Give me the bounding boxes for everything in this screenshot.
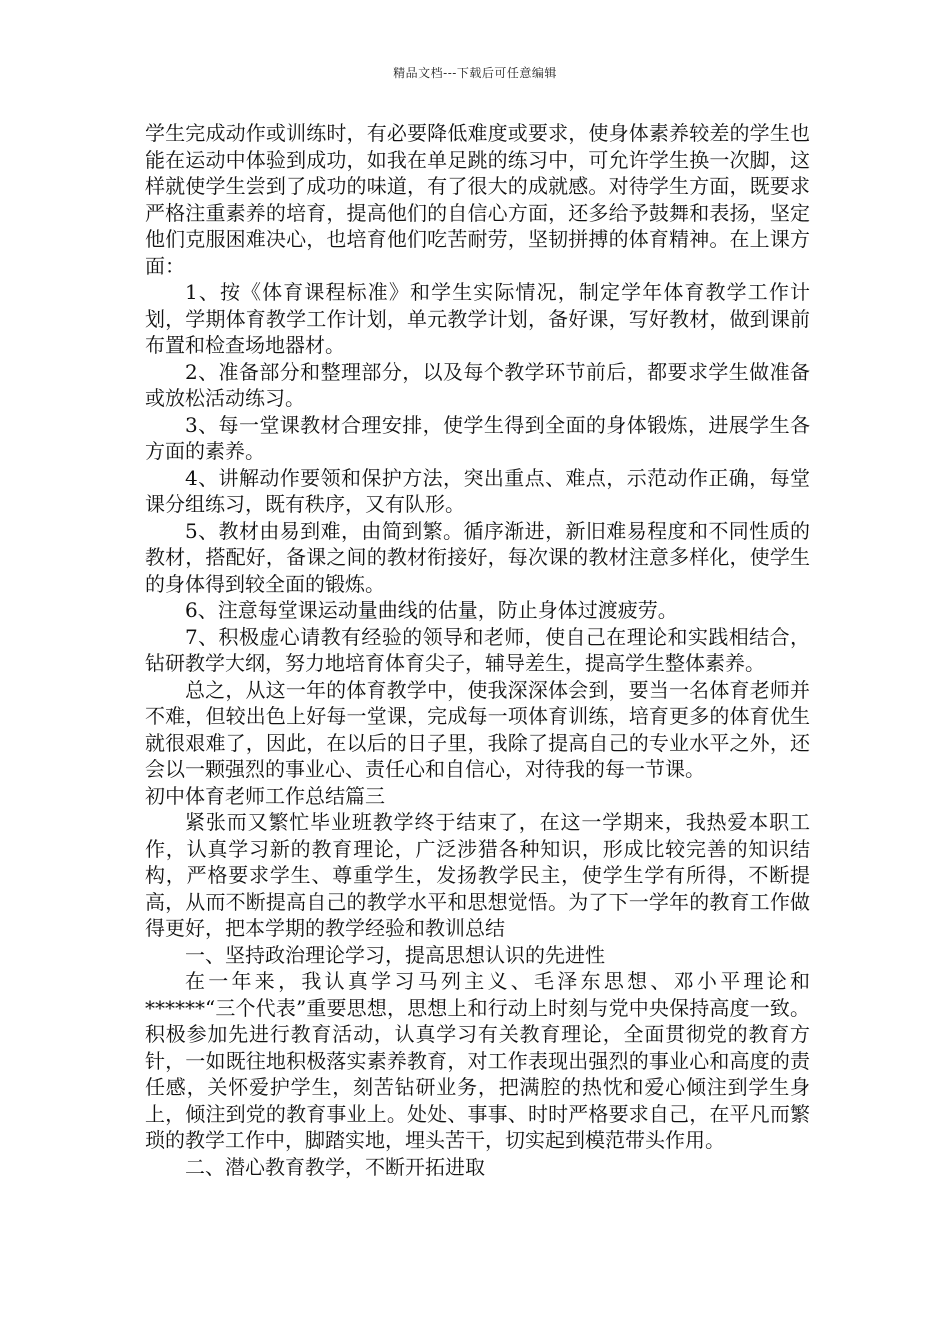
paragraph-conclusion: 总之，从这一年的体育教学中，使我深深体会到，要当一名体育老师并不难，但较出色上好每一堂课，完成每一项体育训练，培育更多的体育优生就很艰难了，因此，在以后的日子里，我除了提高自己的专业水平之外，还会以一颗强烈的事业心、责任心和自信心，对待我的每一节课。 [145, 677, 810, 781]
list-item-5: 5、教材由易到难，由简到繁。循序渐进，新旧难易程度和不同性质的教材，搭配好，备课之间的教材衔接好，每次课的教材注意多样化，使学生的身体得到较全面的锻炼。 [145, 518, 810, 596]
list-item-3: 3、每一堂课教材合理安排，使学生得到全面的身体锻炼，进展学生各方面的素养。 [145, 412, 810, 463]
subheading-1: 一、坚持政治理论学习，提高思想认识的先进性 [185, 942, 605, 967]
page-header: 精品文档---下载后可任意编辑 [393, 66, 557, 80]
list-item-7: 7、积极虚心请教有经验的领导和老师，使自己在理论和实践相结合，钻研教学大纲，努力地培育体育尖子，辅导差生，提高学生整体素养。 [145, 624, 810, 675]
subheading-2: 二、潜心教育教学，不断开拓进取 [185, 1154, 485, 1179]
list-item-4: 4、讲解动作要领和保护方法，突出重点、难点，示范动作正确，每堂课分组练习，既有秩序，又有队形。 [145, 465, 810, 516]
list-item-1: 1、按《体育课程标准》和学生实际情况，制定学年体育教学工作计划，学期体育教学工作计划，单元教学计划，备好课，写好教材，做到课前布置和检查场地器材。 [145, 280, 810, 357]
section-title: 初中体育老师工作总结篇三 [145, 783, 385, 808]
document-body [145, 120, 810, 1180]
list-item-6: 6、注意每堂课运动量曲线的估量，防止身体过渡疲劳。 [185, 598, 678, 622]
paragraph-body: 在一年来，我认真学习马列主义、毛泽东思想、邓小平理论和******“三个代表”重要思想，思想上和行动上时刻与党中央保持高度一致。积极参加先进行教育活动，认真学习有关教育理论，全面贯彻党的教育方针，一如既往地积极落实素养教育，对工作表现出强烈的事业心和高度的责任感，关怀爱护学生，刻苦钻研业务，把满腔的热忱和爱心倾注到学生身上，倾注到党的教育事业上。处处、事事、时时严格要求自己，在平凡而繁琐的教学工作中，脚踏实地，埋头苦干，切实起到模范带头作用。 [145, 969, 810, 1152]
paragraph-section-intro: 紧张而又繁忙毕业班教学终于结束了，在这一学期来，我热爱本职工作，认真学习新的教育理论，广泛涉猎各种知识，形成比较完善的知识结构，严格要求学生、尊重学生，发扬教学民主，使学生学有所得，不断提高，从而不断提高自己的教学水平和思想觉悟。为了下一学年的教育工作做得更好，把本学期的教学经验和教训总结 [145, 810, 810, 940]
list-item-2: 2、准备部分和整理部分，以及每个教学环节前后，都要求学生做准备或放松活动练习。 [145, 359, 810, 410]
paragraph-intro: 学生完成动作或训练时，有必要降低难度或要求，使身体素养较差的学生也能在运动中体验到成功，如我在单足跳的练习中，可允许学生换一次脚，这样就使学生尝到了成功的味道，有了很大的成就感。对待学生方面，既要求严格注重素养的培育，提高他们的自信心方面，还多给予鼓舞和表扬，坚定他们克服困难决心，也培育他们吃苦耐劳，坚韧拼搏的体育精神。在上课方面： [145, 121, 810, 278]
